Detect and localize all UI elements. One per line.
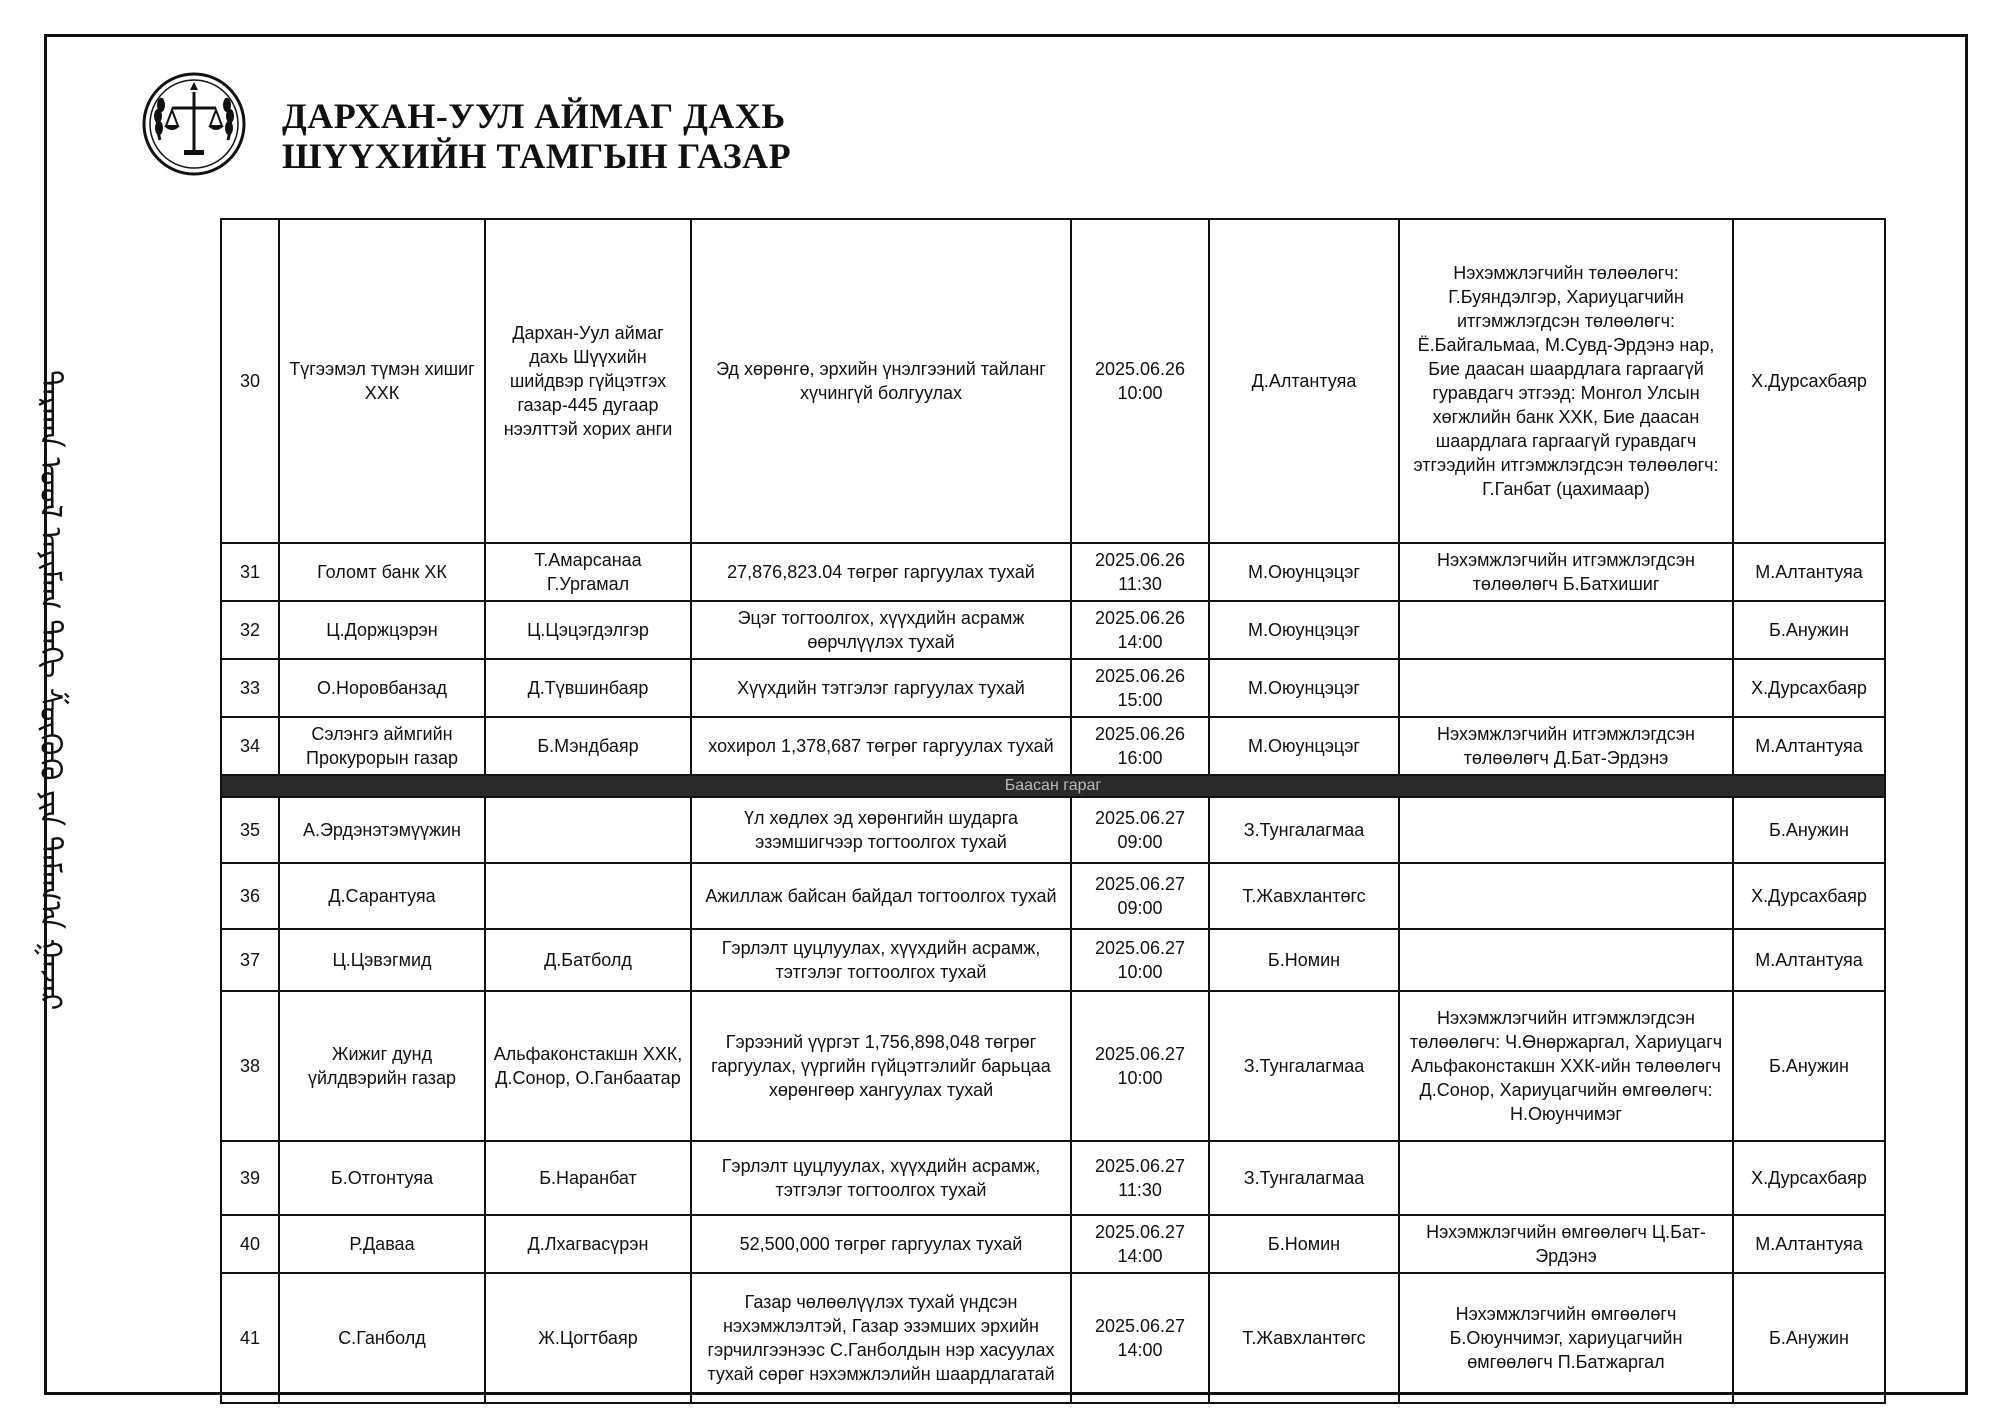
hearing-datetime <box>1071 659 1209 717</box>
defendant: Д.Лхагвасүрэн <box>485 1215 691 1273</box>
hearing-time: 15:00 <box>1117 690 1163 710</box>
table-row <box>221 863 1885 929</box>
participants <box>1399 863 1733 929</box>
hearing-time: 14:00 <box>1117 1246 1163 1266</box>
plaintiff: Д.Сарантуяа <box>279 863 485 929</box>
case-number: 41 <box>221 1273 279 1403</box>
plaintiff: Р.Даваа <box>279 1215 485 1273</box>
clerk: Х.Дурсахбаяр <box>1733 1141 1885 1215</box>
defendant: Д.Батболд <box>485 929 691 991</box>
plaintiff: Голомт банк ХК <box>279 543 485 601</box>
table-row <box>221 797 1885 863</box>
hearing-datetime <box>1071 929 1209 991</box>
clerk: М.Алтантуяа <box>1733 717 1885 775</box>
case-number: 35 <box>221 797 279 863</box>
table-row <box>221 1141 1885 1215</box>
defendant: Б.Мэндбаяр <box>485 717 691 775</box>
title-line-1: ДАРХАН-УУЛ АЙМАГ ДАХЬ <box>282 96 786 136</box>
participants <box>1399 659 1733 717</box>
judge: Т.Жавхлантөгс <box>1209 1273 1399 1403</box>
claim: хохирол 1,378,687 төгрөг гаргуулах тухай <box>691 717 1071 775</box>
defendant: Б.Наранбат <box>485 1141 691 1215</box>
defendant: Д.Түвшинбаяр <box>485 659 691 717</box>
table-row <box>221 543 1885 601</box>
day-separator-row <box>221 775 1885 797</box>
plaintiff: О.Норовбанзад <box>279 659 485 717</box>
participants <box>1399 1141 1733 1215</box>
participants: Нэхэмжлэгчийн өмгөөлөгч Б.Оюунчимэг, хариуцагчийн өмгөөлөгч П.Батжаргал <box>1399 1273 1733 1403</box>
clerk: М.Алтантуяа <box>1733 1215 1885 1273</box>
hearing-time: 14:00 <box>1117 632 1163 652</box>
judge: М.Оюунцэцэг <box>1209 601 1399 659</box>
judge: М.Оюунцэцэг <box>1209 659 1399 717</box>
hearing-datetime <box>1071 543 1209 601</box>
claim: Эд хөрөнгө, эрхийн үнэлгээний тайланг хүчингүй болгуулах <box>691 219 1071 543</box>
table-row <box>221 991 1885 1141</box>
plaintiff: Түгээмэл түмэн хишиг ХХК <box>279 219 485 543</box>
judge: Т.Жавхлантөгс <box>1209 863 1399 929</box>
hearing-date: 2025.06.27 <box>1094 938 1186 958</box>
participants: Нэхэмжлэгчийн итгэмжлэгдсэн төлөөлөгч Б.Батхишиг <box>1399 543 1733 601</box>
hearing-datetime <box>1071 717 1209 775</box>
hearing-date: 2025.06.26 <box>1094 608 1186 628</box>
plaintiff: Ц.Доржцэрэн <box>279 601 485 659</box>
plaintiff: Жижиг дунд үйлдвэрийн газар <box>279 991 485 1141</box>
hearing-datetime <box>1071 1215 1209 1273</box>
participants: Нэхэмжлэгчийн итгэмжлэгдсэн төлөөлөгч Д.Бат-Эрдэнэ <box>1399 717 1733 775</box>
plaintiff: А.Эрдэнэтэмүүжин <box>279 797 485 863</box>
title-line-2: ШҮҮХИЙН ТАМГЫН ГАЗАР <box>282 136 792 176</box>
judge: Б.Номин <box>1209 1215 1399 1273</box>
hearing-date: 2025.06.27 <box>1094 808 1186 828</box>
claim: 52,500,000 төгрөг гаргуулах тухай <box>691 1215 1071 1273</box>
case-number: 33 <box>221 659 279 717</box>
hearing-schedule-table <box>220 218 1886 1404</box>
hearing-datetime <box>1071 991 1209 1141</box>
hearing-time: 11:30 <box>1118 1180 1162 1200</box>
hearing-date: 2025.06.26 <box>1094 666 1186 686</box>
table-row <box>221 659 1885 717</box>
clerk: Б.Анужин <box>1733 1273 1885 1403</box>
judge: З.Тунгалагмаа <box>1209 1141 1399 1215</box>
defendant <box>485 863 691 929</box>
clerk: М.Алтантуяа <box>1733 929 1885 991</box>
judge: З.Тунгалагмаа <box>1209 797 1399 863</box>
hearing-time: 16:00 <box>1117 748 1163 768</box>
plaintiff: Б.Отгонтуяа <box>279 1141 485 1215</box>
case-number: 32 <box>221 601 279 659</box>
defendant <box>485 797 691 863</box>
case-number: 36 <box>221 863 279 929</box>
hearing-date: 2025.06.26 <box>1094 550 1186 570</box>
claim: Ажиллаж байсан байдал тогтоолгох тухай <box>691 863 1071 929</box>
plaintiff: Ц.Цэвэгмид <box>279 929 485 991</box>
defendant: Дархан-Уул аймаг дахь Шүүхийн шийдвэр гүйцэтгэх газар-445 дугаар нээлттэй хорих анги <box>485 219 691 543</box>
hearing-datetime <box>1071 1273 1209 1403</box>
mongolian-script-vertical-title <box>20 230 80 1150</box>
table-row <box>221 1215 1885 1273</box>
hearing-date: 2025.06.27 <box>1094 1222 1186 1242</box>
case-number: 40 <box>221 1215 279 1273</box>
plaintiff: Сэлэнгэ аймгийн Прокурорын газар <box>279 717 485 775</box>
hearing-time: 09:00 <box>1117 832 1163 852</box>
case-number: 34 <box>221 717 279 775</box>
hearing-date: 2025.06.27 <box>1094 1044 1186 1064</box>
hearing-date: 2025.06.26 <box>1094 724 1186 744</box>
hearing-time: 10:00 <box>1117 1068 1163 1088</box>
vertical-org-name: ᠳᠠᠷᠬᠠᠨ ᠤᠤᠯ ᠠᠶᠢᠮᠠᠭ ᠳᠠᠬᠢ ᠱᠦᠭᠦᠬᠦ ᠶᠢᠨ ᠲᠠᠮᠠᠭ᠎ᠠ ᠭᠠᠵᠠᠷ <box>32 369 68 1011</box>
hearing-time: 09:00 <box>1117 898 1163 918</box>
judge: М.Оюунцэцэг <box>1209 717 1399 775</box>
claim: Гэрлэлт цуцлуулах, хүүхдийн асрамж, тэтгэлэг тогтоолгох тухай <box>691 1141 1071 1215</box>
judge: М.Оюунцэцэг <box>1209 543 1399 601</box>
table-row <box>221 717 1885 775</box>
table-row <box>221 219 1885 543</box>
hearing-date: 2025.06.27 <box>1094 874 1186 894</box>
case-number: 38 <box>221 991 279 1141</box>
table-row <box>221 929 1885 991</box>
participants: Нэхэмжлэгчийн өмгөөлөгч Ц.Бат-Эрдэнэ <box>1399 1215 1733 1273</box>
clerk: Б.Анужин <box>1733 601 1885 659</box>
clerk: М.Алтантуяа <box>1733 543 1885 601</box>
case-number: 30 <box>221 219 279 543</box>
table-row <box>221 601 1885 659</box>
participants <box>1399 601 1733 659</box>
hearing-datetime <box>1071 863 1209 929</box>
participants: Нэхэмжлэгчийн төлөөлөгч: Г.Буяндэлгэр, Хариуцагчийн итгэмжлэгдсэн төлөөлөгч: Ё.Байгальмаа, М.Сувд-Эрдэнэ нар, Бие даасан шаардлага гаргаагүй гуравдагч этгээд: Монгол Улсын хөгжлийн банк ХХК, Бие даасан шаардлага гаргаагүй гуравдагч этгээдийн итгэмжлэгдсэн төлөөлөгч: Г.Ганбат (цахимаар) <box>1399 219 1733 543</box>
hearing-time: 10:00 <box>1117 383 1163 403</box>
table-row <box>221 1273 1885 1403</box>
hearing-datetime <box>1071 797 1209 863</box>
day-separator: Баасан гараг <box>221 775 1885 797</box>
claim: Үл хөдлөх эд хөрөнгийн шударга эзэмшигчээр тогтоолгох тухай <box>691 797 1071 863</box>
participants <box>1399 929 1733 991</box>
court-emblem-icon <box>140 70 248 178</box>
judge: Д.Алтантуяа <box>1209 219 1399 543</box>
clerk: Х.Дурсахбаяр <box>1733 659 1885 717</box>
hearing-time: 14:00 <box>1117 1340 1163 1360</box>
plaintiff: С.Ганболд <box>279 1273 485 1403</box>
hearing-time: 10:00 <box>1117 962 1163 982</box>
defendant: Альфаконстакшн ХХК, Д.Сонор, О.Ганбаатар <box>485 991 691 1141</box>
hearing-datetime <box>1071 1141 1209 1215</box>
defendant: Ц.Цэцэгдэлгэр <box>485 601 691 659</box>
hearing-date: 2025.06.26 <box>1094 359 1186 379</box>
hearing-datetime <box>1071 219 1209 543</box>
case-number: 39 <box>221 1141 279 1215</box>
defendant: Т.Амарсанаа Г.Ургамал <box>485 543 691 601</box>
case-number: 31 <box>221 543 279 601</box>
clerk: Б.Анужин <box>1733 797 1885 863</box>
clerk: Х.Дурсахбаяр <box>1733 219 1885 543</box>
defendant: Ж.Цогтбаяр <box>485 1273 691 1403</box>
case-number: 37 <box>221 929 279 991</box>
claim: 27,876,823.04 төгрөг гаргуулах тухай <box>691 543 1071 601</box>
claim: Гэрлэлт цуцлуулах, хүүхдийн асрамж, тэтгэлэг тогтоолгох тухай <box>691 929 1071 991</box>
judge: З.Тунгалагмаа <box>1209 991 1399 1141</box>
organization-title <box>282 96 791 176</box>
participants <box>1399 797 1733 863</box>
claim: Эцэг тогтоолгох, хүүхдийн асрамж өөрчлүүлэх тухай <box>691 601 1071 659</box>
clerk: Х.Дурсахбаяр <box>1733 863 1885 929</box>
claim: Газар чөлөөлүүлэх тухай үндсэн нэхэмжлэлтэй, Газар эзэмших эрхийн гэрчилгээнээс С.Ганболдын нэр хасуулах тухай сөрөг нэхэмжлэлийн шаардлагатай <box>691 1273 1071 1403</box>
judge: Б.Номин <box>1209 929 1399 991</box>
participants: Нэхэмжлэгчийн итгэмжлэгдсэн төлөөлөгч: Ч.Өнөржаргал, Хариуцагч Альфаконстакшн ХХК-ийн төлөөлөгч Д.Сонор, Хариуцагчийн өмгөөлөгч: Н.Оюунчимэг <box>1399 991 1733 1141</box>
hearing-date: 2025.06.27 <box>1094 1316 1186 1336</box>
hearing-time: 11:30 <box>1118 574 1162 594</box>
hearing-datetime <box>1071 601 1209 659</box>
claim: Хүүхдийн тэтгэлэг гаргуулах тухай <box>691 659 1071 717</box>
clerk: Б.Анужин <box>1733 991 1885 1141</box>
hearing-date: 2025.06.27 <box>1094 1156 1186 1176</box>
claim: Гэрээний үүргэт 1,756,898,048 төгрөг гаргуулах, үүргийн гүйцэтгэлийг барьцаа хөрөнгөөр хангуулах тухай <box>691 991 1071 1141</box>
